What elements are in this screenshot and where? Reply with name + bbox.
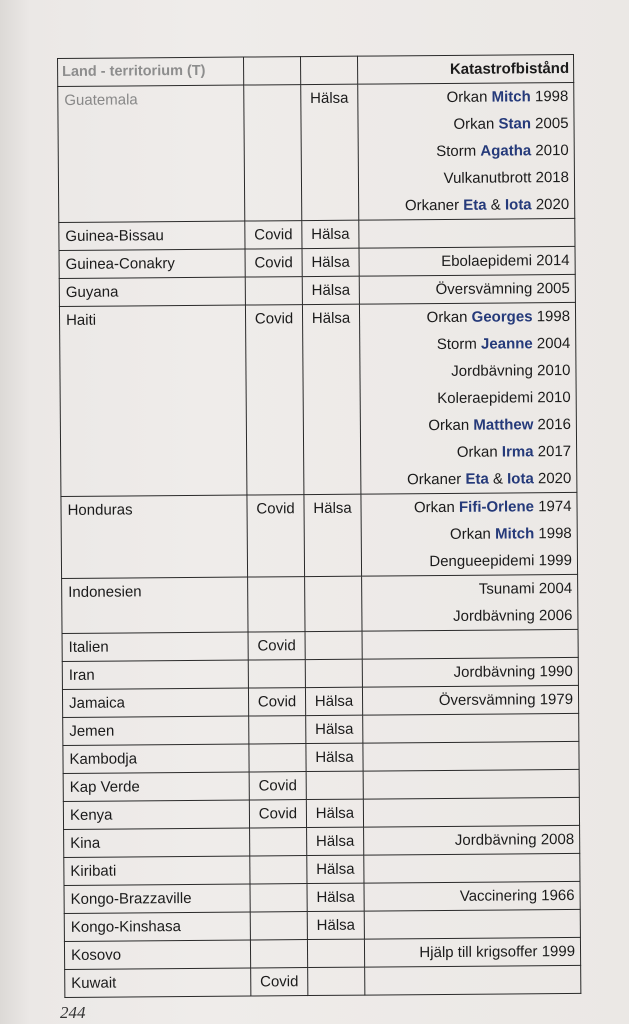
event-text: Jordbävning 2006 — [453, 606, 573, 625]
event-text: 2020 — [531, 195, 570, 214]
event-text: Översvämning 2005 — [435, 279, 570, 299]
covid-cell — [250, 912, 307, 940]
country-cell: Kuwait — [65, 968, 251, 997]
event-text: 2005 — [530, 114, 569, 133]
event-text: Jordbävning 2010 — [451, 361, 571, 380]
disaster-event — [364, 330, 570, 359]
halsa-cell: Hälsa — [306, 715, 363, 743]
disaster-cell — [359, 218, 575, 248]
halsa-cell: Hälsa — [304, 494, 362, 576]
event-text: Jordbävning 1990 — [453, 662, 573, 681]
disaster-event — [368, 882, 574, 911]
storm-name: Fifi-Orlene — [458, 498, 535, 516]
covid-cell — [248, 660, 305, 688]
country-cell: Guyana — [59, 277, 245, 306]
covid-cell — [249, 716, 306, 744]
event-text: Orkan — [453, 115, 499, 133]
country-cell: Italien — [62, 632, 248, 661]
disaster-event — [365, 493, 571, 522]
country-cell: Kosovo — [64, 940, 250, 969]
storm-name: Iota — [507, 470, 534, 488]
disaster-cell — [359, 302, 576, 494]
event-text: 2010 — [531, 141, 569, 160]
event-text: 2017 — [533, 442, 572, 461]
disaster-event — [364, 357, 570, 386]
covid-cell — [249, 744, 306, 772]
event-text: 1998 — [532, 307, 571, 326]
table-row — [65, 965, 581, 997]
halsa-cell: Hälsa — [306, 799, 363, 827]
disaster-event — [364, 303, 570, 332]
storm-name: Matthew — [473, 416, 534, 434]
halsa-cell — [305, 659, 362, 687]
disaster-event — [366, 520, 572, 549]
halsa-cell: Hälsa — [307, 883, 364, 911]
table-row — [62, 629, 578, 661]
halsa-cell — [305, 631, 362, 659]
disaster-event — [364, 247, 570, 276]
country-cell: Jemen — [63, 716, 249, 745]
halsa-cell: Hälsa — [302, 248, 359, 276]
halsa-cell — [305, 576, 362, 631]
disaster-cell — [363, 797, 579, 827]
disaster-cell — [362, 685, 578, 715]
country-cell: Kongo-Brazzaville — [64, 884, 250, 913]
table-row — [64, 825, 580, 857]
country-cell: Honduras — [61, 495, 248, 578]
event-text: & — [488, 470, 508, 488]
table-container — [57, 54, 581, 998]
disaster-cell — [362, 657, 578, 687]
disaster-cell — [363, 769, 579, 799]
disaster-cell — [361, 492, 578, 576]
halsa-cell — [306, 771, 363, 799]
table-row — [62, 657, 578, 689]
event-text: Dengueepidemi 1999 — [429, 551, 573, 571]
table-row — [62, 574, 578, 633]
event-text: Orkan — [413, 498, 460, 517]
storm-name: Georges — [471, 308, 533, 326]
covid-cell: Covid — [251, 968, 308, 996]
halsa-cell: Hälsa — [306, 743, 363, 771]
event-text: 1974 — [533, 497, 572, 516]
event-text: 1998 — [534, 524, 572, 543]
storm-name: Iota — [504, 196, 532, 214]
event-text: 2016 — [533, 415, 571, 434]
event-text: Tsunami 2004 — [478, 579, 573, 598]
table-row — [64, 881, 580, 913]
header-disaster: Katastrofbistånd — [357, 54, 573, 84]
storm-name: Mitch — [491, 88, 531, 106]
event-text: Storm — [436, 335, 482, 354]
event-text: Orkaner — [406, 470, 466, 489]
table-row — [59, 246, 575, 278]
disaster-cell — [364, 881, 580, 911]
event-text: Orkan — [449, 525, 496, 543]
disaster-cell — [364, 937, 580, 967]
covid-cell: Covid — [248, 688, 305, 716]
header-country: Land - territorium (T) — [58, 57, 244, 86]
disaster-event — [366, 575, 572, 604]
event-text: 2020 — [533, 469, 572, 488]
country-cell: Haiti — [59, 305, 246, 496]
covid-cell: Covid — [247, 495, 305, 577]
page-number: 244 — [60, 1003, 86, 1022]
event-text: Vaccinering 1966 — [459, 886, 575, 905]
country-cell: Kiribati — [64, 856, 250, 885]
country-cell: Iran — [62, 660, 248, 689]
header-col3 — [300, 56, 357, 84]
halsa-cell: Hälsa — [302, 220, 359, 248]
table-row — [61, 492, 578, 578]
country-cell: Guinea-Conakry — [59, 249, 245, 278]
covid-cell — [245, 277, 302, 305]
disaster-event — [367, 686, 573, 715]
disaster-event — [368, 826, 574, 855]
country-cell: Guatemala — [58, 85, 245, 222]
table-row — [63, 713, 579, 745]
table-row — [62, 685, 578, 717]
halsa-cell: Hälsa — [307, 855, 364, 883]
table-row — [64, 909, 580, 941]
event-text: Översvämning 1979 — [438, 690, 574, 710]
country-cell: Indonesien — [62, 577, 248, 633]
country-cell: Kambodja — [63, 744, 249, 773]
covid-cell: Covid — [248, 632, 305, 660]
event-text: Orkan — [456, 443, 502, 461]
disaster-cell — [363, 713, 579, 743]
covid-cell — [250, 940, 307, 968]
disaster-cell — [359, 274, 575, 304]
country-cell: Guinea-Bissau — [59, 221, 245, 250]
disaster-event — [363, 191, 569, 220]
covid-cell: Covid — [249, 800, 306, 828]
disaster-cell — [364, 853, 580, 883]
disaster-event — [365, 411, 571, 440]
disaster-event — [365, 465, 571, 494]
event-text: 2004 — [532, 334, 571, 353]
halsa-cell: Hälsa — [305, 687, 362, 715]
disaster-event — [363, 164, 569, 193]
country-cell: Kongo-Kinshasa — [64, 912, 250, 941]
disaster-cell — [364, 909, 580, 939]
covid-cell — [250, 884, 307, 912]
disaster-event — [366, 547, 572, 576]
disaster-event — [367, 658, 573, 687]
storm-name: Agatha — [480, 142, 532, 160]
disaster-event — [363, 137, 569, 166]
table-header-row — [58, 54, 574, 86]
event-text: Orkaner — [404, 196, 464, 215]
table-row — [59, 302, 576, 496]
table-row — [63, 797, 579, 829]
halsa-cell: Hälsa — [307, 827, 364, 855]
storm-name: Irma — [501, 443, 534, 461]
event-text: 1998 — [530, 87, 569, 106]
covid-cell — [248, 577, 305, 632]
event-text: Orkan — [446, 88, 492, 106]
halsa-cell: Hälsa — [302, 276, 359, 304]
disaster-event — [366, 602, 572, 631]
covid-cell — [250, 828, 307, 856]
event-text: Vulkanutbrott 2018 — [443, 168, 570, 187]
covid-cell: Covid — [245, 305, 303, 495]
halsa-cell — [308, 967, 365, 995]
disaster-cell — [358, 82, 575, 220]
event-text: & — [486, 196, 506, 214]
halsa-cell: Hälsa — [307, 911, 364, 939]
aid-table — [57, 54, 581, 998]
disaster-cell — [362, 574, 578, 631]
disaster-cell — [365, 965, 581, 995]
disaster-event — [365, 438, 571, 467]
storm-name: Stan — [498, 115, 532, 133]
country-cell: Kina — [64, 828, 250, 857]
table-row — [59, 274, 575, 306]
table-row — [63, 769, 579, 801]
disaster-event — [369, 938, 575, 967]
table-row — [58, 82, 575, 222]
halsa-cell — [307, 939, 364, 967]
event-text: Ebolaepidemi 2014 — [441, 251, 570, 270]
table-body — [58, 82, 581, 997]
event-text: Orkan — [426, 308, 472, 327]
disaster-event — [364, 275, 570, 304]
event-text: Jordbävning 2008 — [454, 830, 575, 849]
event-text: Hjälp till krigsoffer 1999 — [419, 942, 576, 962]
event-text: Koleraepidemi 2010 — [437, 388, 571, 408]
event-text: Orkan — [428, 416, 474, 435]
disaster-cell — [363, 741, 579, 771]
disaster-cell — [359, 246, 575, 276]
halsa-cell: Hälsa — [301, 84, 359, 220]
table-row — [64, 937, 580, 969]
table-row — [59, 218, 575, 250]
country-cell: Kenya — [63, 800, 249, 829]
country-cell: Kap Verde — [63, 772, 249, 801]
covid-cell — [244, 85, 302, 221]
covid-cell: Covid — [245, 221, 302, 249]
covid-cell: Covid — [245, 249, 302, 277]
disaster-cell — [364, 825, 580, 855]
covid-cell: Covid — [249, 772, 306, 800]
event-text: Storm — [436, 142, 481, 161]
header-col2 — [243, 57, 300, 85]
halsa-cell: Hälsa — [302, 304, 360, 494]
country-cell: Jamaica — [62, 688, 248, 717]
table-row — [64, 853, 580, 885]
disaster-event — [365, 384, 571, 413]
table-row — [63, 741, 579, 773]
storm-name: Eta — [463, 196, 487, 214]
storm-name: Mitch — [494, 525, 535, 543]
disaster-event — [362, 110, 568, 139]
disaster-event — [362, 83, 568, 112]
storm-name: Jeanne — [480, 335, 533, 353]
covid-cell — [250, 856, 307, 884]
storm-name: Eta — [465, 470, 489, 488]
disaster-cell — [362, 629, 578, 659]
